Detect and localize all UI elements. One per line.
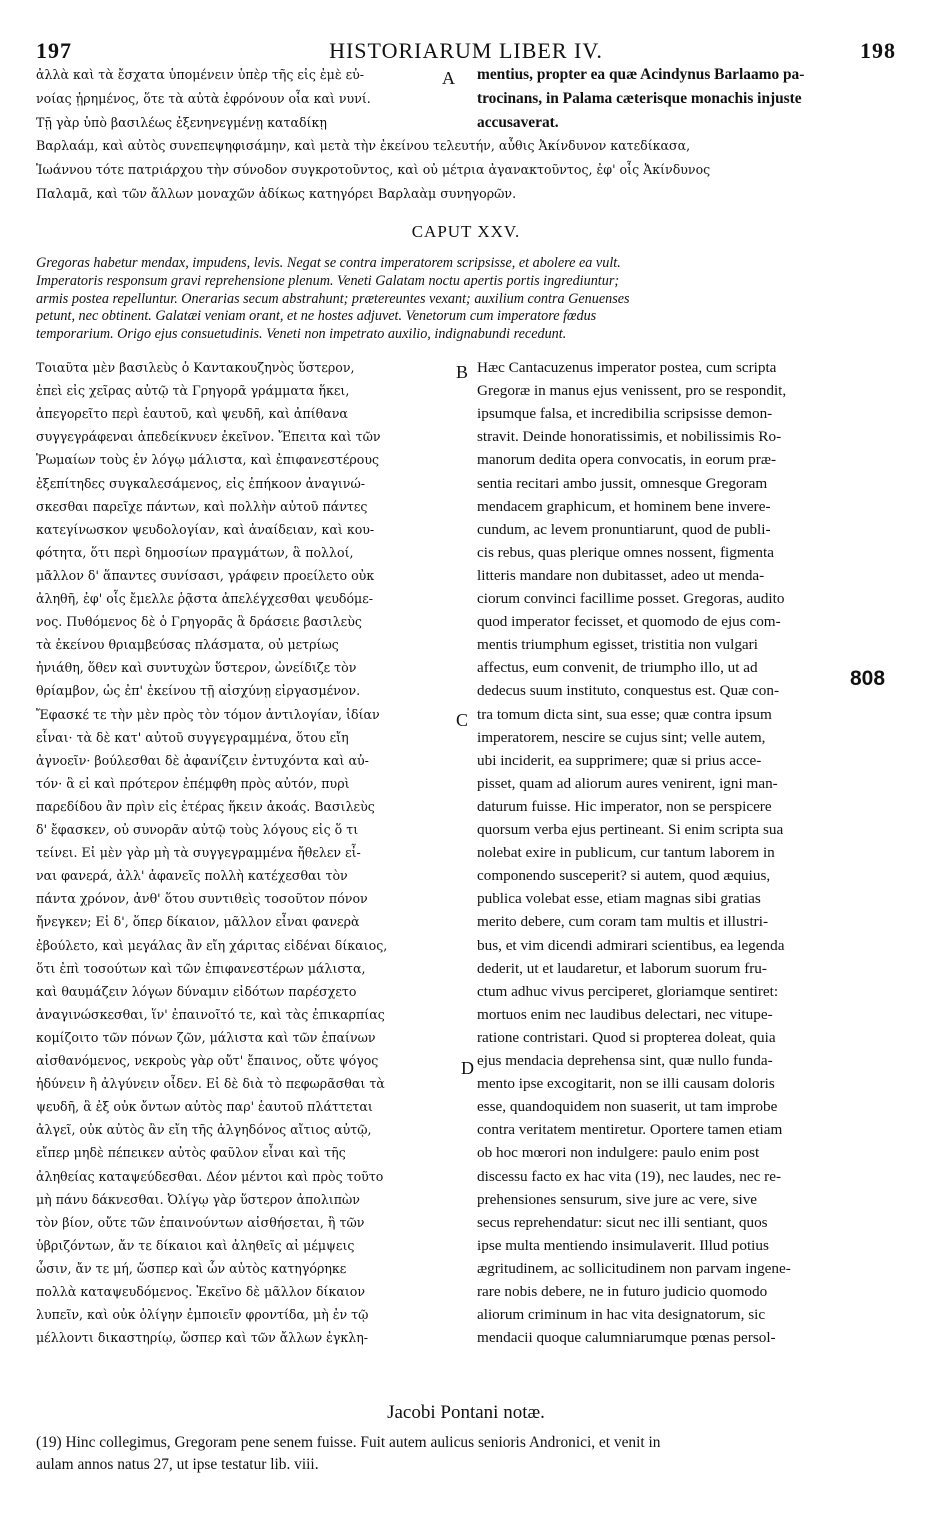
margin-letter-a: A bbox=[442, 68, 455, 88]
greek-line: καὶ θαυμάζειν λόγων δύναμιν εἰδότων παρέσχετο bbox=[36, 983, 357, 999]
latin-line: prehensiones sensurum, sive jure ac vere, sive bbox=[477, 1190, 758, 1208]
greek-line: Βαρλαάμ, καὶ αὐτὸς συνεπεψηφισάμην, καὶ μετὰ τὴν ἐκείνου τελευτήν, αὖθις Ἀκίνδυνον κατεδίκασα, bbox=[36, 138, 691, 153]
latin-line: bus, et vim dicendi admirari scientibus, ea legenda bbox=[477, 936, 785, 954]
greek-line: πολλὰ καταψευδόμενος. Ἐκεῖνο δὲ μᾶλλον δίκαιον bbox=[36, 1284, 366, 1299]
latin-line: ægritudinem, ac sollicitudinem non parvam ingene- bbox=[477, 1259, 791, 1277]
latin-line: quorsum verba ejus pertineant. Si enim scripta sua bbox=[477, 821, 784, 838]
latin-line: componendo susceperit? si autem, quod æquius, bbox=[477, 867, 771, 885]
greek-line: ἀλγεῖ, οὐκ αὐτὸς ἂν εἴη τῆς ἀλγηδόνος αἴτιος αὐτῷ, bbox=[36, 1122, 372, 1138]
greek-line: Τῇ γὰρ ὑπὸ βασιλέως ἐξενηνεγμένῃ καταδίκῃ bbox=[36, 115, 327, 130]
latin-line: merito debere, cum coram tam multis et illustri- bbox=[477, 913, 769, 931]
latin-line: contra veritatem mentiretur. Oportere tamen etiam bbox=[477, 1121, 783, 1139]
latin-line: stravit. Deinde honoratissimis, et nobilissimis Ro- bbox=[477, 428, 782, 446]
latin-line: manorum dedita opera convocatis, in eorum præ- bbox=[477, 451, 777, 469]
latin-line: pisset, quam ad aliorum aures venirent, igni man- bbox=[477, 774, 778, 792]
greek-line: κατεγίνωσκον ψευδολογίαν, καὶ ἀναίδειαν, καὶ κου- bbox=[36, 521, 375, 537]
latin-line: secus reprehendatur: sicut nec illi sentiant, quos bbox=[477, 1213, 768, 1231]
edition-page-marker: 808 bbox=[850, 667, 886, 690]
latin-line: trocinans, in Palama cæterisque monachis injuste bbox=[477, 90, 802, 107]
latin-line: esse, quandoquidem non suaserit, ut tam improbe bbox=[477, 1098, 778, 1116]
latin-line: quod imperator fecisset, et quomodo de ejus com- bbox=[477, 613, 781, 631]
greek-line: κομίζοιτο τῶν πόνων ζῶν, μάλιστα καὶ τῶν ἐπαίνων bbox=[36, 1029, 376, 1045]
footnote-line: (19) Hinc collegimus, Gregoram pene senem fuisse. Fuit autem aulicus senioris Andronici, et venit in bbox=[36, 1434, 661, 1451]
latin-line: ipse multa mentiendo insimulaverit. Illud potius bbox=[477, 1236, 769, 1254]
greek-line: θρίαμβον, ὡς ἐπ' ἐκείνου τῇ αἰσχύνῃ εἰργασμένον. bbox=[36, 683, 361, 699]
latin-line: ejus mendacia deprehensa sint, quæ nullo funda- bbox=[477, 1052, 773, 1069]
footnote-line: aulam annos natus 27, ut ipse testatur lib. viii. bbox=[36, 1456, 319, 1473]
greek-line: ἡδύνειν ἢ ἀλγύνειν οἶδεν. Εἰ δὲ διὰ τὸ πεφωρᾶσθαι τὰ bbox=[36, 1076, 385, 1092]
greek-line: νοίας ᾐρημένος, ὅτε τὰ αὐτὰ ἐφρόνουν οἷα καὶ νυνί. bbox=[36, 91, 371, 106]
running-title: HISTORIARUM LIBER IV. bbox=[329, 38, 603, 63]
greek-line: ἐξεπίτηδες συγκαλεσάμενος, εἰς ἐπήκοον ἀναγινώ- bbox=[36, 475, 365, 491]
greek-line: ἤνεγκεν; Εἰ δ', ὅπερ δίκαιον, μᾶλλον εἶναι φανερὰ bbox=[36, 914, 360, 930]
running-header bbox=[36, 38, 896, 64]
notes-heading: Jacobi Pontani notæ. bbox=[387, 1402, 545, 1423]
latin-line: litteris mandare non dubitasset, adeo ut menda- bbox=[477, 566, 765, 584]
latin-line: imperatorem, nescire se cujus sint; velle autem, bbox=[477, 728, 766, 746]
greek-line: ἐπεὶ εἰς χεῖρας αὐτῷ τὰ Γρηγορᾶ γράμματα ἥκει, bbox=[36, 383, 350, 399]
latin-line: affectus, eum convenit, de triumpho illo, ut ad bbox=[477, 659, 758, 677]
page-number-right: 198 bbox=[860, 38, 896, 63]
greek-line: τείνει. Εἰ μὲν γὰρ μὴ τὰ συγγεγραμμένα ἤθελεν εἶ- bbox=[36, 845, 361, 861]
summary-line: petunt, nec obtinent. Galatæi veniam orant, et ne hostes adjuvet. Venetorum cum imperatore fœdus bbox=[36, 308, 597, 325]
latin-line: aliorum criminum in hac vita designatorum, sic bbox=[477, 1306, 766, 1324]
greek-line: Ῥωμαίων τοὺς ἐν λόγῳ μάλιστα, καὶ ἐπιφανεστέρους bbox=[36, 452, 380, 468]
latin-line: cundum, ac levem pronuntiarunt, quod de publi- bbox=[477, 520, 771, 538]
latin-line: mentis triumphum egisset, tristitia non vulgari bbox=[477, 636, 758, 654]
latin-line: accusaverat. bbox=[477, 114, 559, 131]
greek-line: ἀληθείας καταψεύδεσθαι. Δέον μέντοι καὶ πρὸς τοῦτο bbox=[36, 1168, 384, 1184]
greek-line: ψευδῆ, ἃ ἐξ οὐκ ὄντων αὐτὸς παρ' ἑαυτοῦ πλάττεται bbox=[36, 1099, 373, 1115]
greek-line: τόν· ἃ εἰ καὶ πρότερον ἐπέμφθη πρὸς αὐτόν, πυρὶ bbox=[36, 775, 350, 791]
greek-line: ἀλλὰ καὶ τὰ ἔσχατα ὑπομένειν ὑπὲρ τῆς εἰς ἐμὲ εὐ- bbox=[36, 67, 365, 82]
greek-line: τὸν βίον, οὔτε τῶν ἐπαινούντων αἰσθήσεται, ἢ τῶν bbox=[36, 1214, 365, 1230]
latin-line: daturum fuisse. Hic imperator, non se perspicere bbox=[477, 797, 772, 815]
greek-line: ὑβριζόντων, ἄν τε δίκαιοι καὶ ἀληθεῖς αἱ μέμψεις bbox=[36, 1237, 355, 1253]
latin-line: ipsumque falsa, et incredibilia scripsisse demon- bbox=[477, 405, 773, 423]
latin-line: dedecus suum instituto, conquestus est. Quæ con- bbox=[477, 682, 780, 700]
greek-line: Ἰωάννου τότε πατριάρχου τὴν σύνοδον συγκροτοῦντος, καὶ οὐ μέτρια ἀγανακτοῦντος, ἐφ' οἷς Ἀκίνδυνος bbox=[36, 162, 711, 177]
latin-line: mortuos enim nec laudibus delectari, nec vitupe- bbox=[477, 1005, 773, 1023]
greek-line: αἰσθανόμενος, νεκροὺς γὰρ οὔτ' ἔπαινος, οὔτε ψόγος bbox=[36, 1053, 379, 1068]
latin-line: dederit, ut et laudaretur, et laborum suorum fru- bbox=[477, 959, 767, 977]
latin-line: discessu facto ex hac vita (19), nec laudes, nec re- bbox=[477, 1167, 782, 1185]
greek-line: ναι φανερά, ἀλλ' ἀφανεῖς πολλὴ κατέχεσθαι τὸν bbox=[36, 868, 348, 884]
latin-line: ob hoc mœrori non indulgere: paulo enim post bbox=[477, 1144, 760, 1162]
page-number-left: 197 bbox=[36, 38, 72, 63]
latin-line: tra tomum dicta sint, sua esse; quæ contra ipsum bbox=[477, 705, 772, 723]
greek-line: νος. Πυθόμενος δὲ ὁ Γρηγορᾶς ἃ δράσειε βασιλεὺς bbox=[36, 614, 362, 630]
latin-line: Gregoræ in manus ejus venissent, pro se respondit, bbox=[477, 382, 787, 400]
greek-line: εἴπερ μηδὲ πέπεικεν αὐτὸς φαῦλον εἶναι καὶ τῆς bbox=[36, 1145, 346, 1161]
summary-line: Imperatoris responsum gravi reprehensione plenum. Veneti Galatam noctu apertis portis ingrediuntur; bbox=[36, 272, 620, 289]
greek-line: παρεδίδου ἂν πρὶν εἰς ἑτέρας ἥκειν ἀκοάς. Βασιλεὺς bbox=[36, 798, 375, 814]
latin-line: mentius, propter ea quæ Acindynus Barlaamo pa- bbox=[477, 66, 805, 83]
chapter-heading: CAPUT XXV. bbox=[411, 222, 521, 241]
greek-line: ἀγνοεῖν· βούλεσθαι δὲ ἀφανίζειν ἐντυχόντα καὶ αὐ- bbox=[36, 752, 369, 768]
latin-line: cis rebus, quas plerique omnes nossent, figmenta bbox=[477, 543, 774, 561]
greek-line: συγγεγράφεναι ἀπεδείκνυεν ἐκεῖνον. Ἔπειτα καὶ τῶν bbox=[36, 429, 381, 445]
margin-letter-c: C bbox=[456, 710, 469, 730]
margin-letter-b: B bbox=[456, 362, 469, 382]
latin-line: publica volebat esse, etiam magnas sibi gratias bbox=[477, 890, 761, 908]
summary-line: armis postea repelluntur. Onerarias secum abstrahunt; prætereuntes vexant; auxilium contra Genuenses bbox=[36, 290, 630, 307]
latin-line: mendacii quoque calumniarumque pœnas persol- bbox=[477, 1329, 776, 1347]
latin-line: ciorum convinci facillime posset. Gregoras, audito bbox=[477, 590, 785, 607]
latin-line: nolebat exire in publicum, cur tantum laborem in bbox=[477, 844, 775, 862]
greek-line: ὦσιν, ἄν τε μή, ὥσπερ καὶ ὧν αὐτὸς κατηγόρηκε bbox=[36, 1260, 347, 1276]
greek-line: σκεσθαι παρεῖχε πάντων, καὶ πολλὴν αὐτοῦ πάντες bbox=[36, 498, 368, 514]
greek-line: μᾶλλον δ' ἅπαντες συνίσασι, γράφειν προείλετο οὐκ bbox=[36, 567, 375, 583]
greek-line: ἀληθῆ, ἐφ' οἷς ἔμελλε ῥᾷστα ἀπελέγχεσθαι ψευδόμε- bbox=[36, 591, 374, 606]
greek-line: ἠνιάθη, ὅθεν καὶ συντυχὼν ὕστερον, ὠνείδιζε τὸν bbox=[36, 660, 357, 676]
greek-line: ἀναγινώσκεσθαι, ἵν' ἐπαινοῖτό τε, καὶ τὰς ἐπικαρπίας bbox=[36, 1006, 385, 1022]
greek-line: μὴ πάνυ δάκνεσθαι. Ὀλίγῳ γὰρ ὕστερον ἀπολιπὼν bbox=[36, 1191, 360, 1207]
greek-line: τὰ ἐκείνου θριαμβεύσας πλάσματα, οὐ μετρίως bbox=[36, 637, 339, 653]
latin-line: mendacem graphicum, et hominem bene invere- bbox=[477, 497, 771, 515]
margin-letter-d: D bbox=[461, 1058, 474, 1078]
greek-line: πάντα χρόνον, ἀνθ' ὅτου συντιθεὶς τοσοῦτον πόνον bbox=[36, 891, 368, 907]
latin-line: ctum adhuc vivus perciperet, gloriamque sentiret: bbox=[477, 982, 779, 1000]
greek-line: ἀπεγορεῖτο περὶ ἑαυτοῦ, καὶ ψευδῆ, καὶ ἀπίθανα bbox=[36, 406, 348, 422]
summary-line: Gregoras habetur mendax, impudens, levis. Negat se contra imperatorem scripsisse, et abolere ea vult. bbox=[36, 255, 621, 271]
latin-line: sentia recitari ambo jussit, omnesque Gregoram bbox=[477, 474, 768, 492]
greek-line: Παλαμᾶ, καὶ τῶν ἄλλων μοναχῶν ἀδίκως κατηγόρει Βαρλαὰμ συνηγορῶν. bbox=[36, 186, 517, 201]
latin-line: Hæc Cantacuzenus imperator postea, cum scripta bbox=[477, 359, 777, 376]
greek-line: λυπεῖν, καὶ οὐκ ὀλίγην ἐμποιεῖν φροντίδα, μὴ ἐν τῷ bbox=[36, 1307, 369, 1323]
latin-line: ratione contristari. Quod si propterea doleat, quia bbox=[477, 1028, 776, 1046]
greek-line: Τοιαῦτα μὲν βασιλεὺς ὁ Καντακουζηνὸς ὕστερον, bbox=[36, 360, 355, 375]
greek-line: ὅτι ἐπὶ τοσούτων καὶ τῶν ἐπιφανεστέρων μάλιστα, bbox=[36, 960, 366, 976]
latin-line: rare nobis debere, ne in futuro judicio quomodo bbox=[477, 1283, 768, 1300]
greek-line: Ἔφασκέ τε τὴν μὲν πρὸς τὸν τόμον ἀντιλογίαν, ἰδίαν bbox=[36, 706, 380, 722]
latin-line: ubi inciderit, ea supprimere; quæ si prius acce- bbox=[477, 751, 762, 769]
greek-line: εἶναι· τὰ δὲ κατ' αὐτοῦ συγγεγραμμένα, ὅτου εἴη bbox=[36, 729, 349, 745]
greek-line: φότητα, ὅτι περὶ δημοσίων πραγμάτων, ἃ πολλοί, bbox=[36, 544, 354, 560]
greek-line: ἐβούλετο, καὶ μεγάλας ἂν εἴη χάριτας εἰδέναι δίκαιος, bbox=[36, 937, 388, 953]
latin-line: mento ipse excogitarit, non se illi causam doloris bbox=[477, 1075, 775, 1093]
summary-line: temporarium. Origo ejus consuetudinis. Veneti non impetrato auxilio, indignabundi recedunt. bbox=[36, 326, 567, 343]
greek-line: δ' ἔφασκεν, οὐ συνορᾶν αὐτῷ τοὺς λόγους εἰς ὅ τι bbox=[36, 822, 359, 837]
greek-line: μέλλοντι δικαστηρίῳ, ὥσπερ καὶ τῶν ἄλλων ἐγκλη- bbox=[36, 1330, 369, 1346]
